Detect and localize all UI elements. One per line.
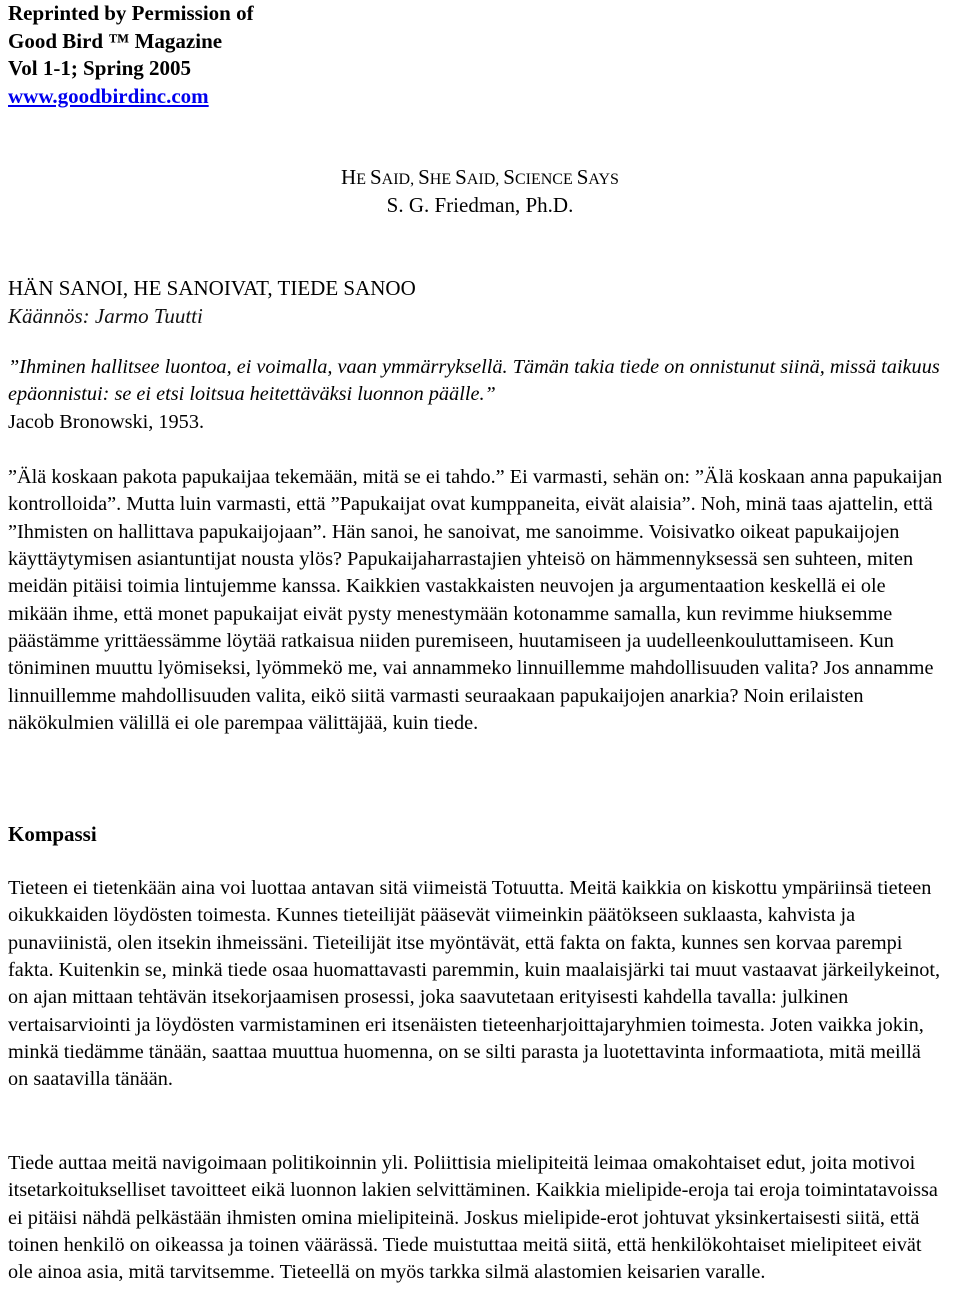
- author-line: S. G. Friedman, Ph.D.: [386, 193, 574, 217]
- title-letter: S: [369, 165, 382, 189]
- body-paragraph: Tiede auttaa meitä navigoimaan politikoinnin yli. Poliittisia mielipiteitä leimaa omakohtaiset edut, joita motivoi itsetarkoitukselliset tavoitteet eikä luonnon lakien selvittäminen. Kaikkia mielipide-eroja tai eroja toimintatavoissa ei pitäisi nähdä pelkästään ihmisten omina mielipiteinä. Joskus mielipide-erot johtuvat yksinkertaisesti siitä, että toinen henkilö on oikeassa ja toinen väärässä. Tiede muistuttaa meitä siitä, että henkilökohtaiset mielipiteet eivät ole ainoa asia, mitä tarvitsemme. Tieteellä on myös tarkka silmä alastomien keisarien varalle.: [8, 1152, 938, 1284]
- title-small: AID,: [381, 171, 419, 188]
- title-letter: S: [503, 165, 515, 189]
- magazine-line: Good Bird ™ Magazine: [8, 28, 223, 53]
- title-small: HE: [429, 171, 456, 188]
- title-small: CIENCE: [514, 171, 577, 188]
- title-small: AID,: [466, 171, 504, 188]
- intro-paragraph: ”Älä koskaan pakota papukaijaa tekemään, mitä se ei tahdo.” Ei varmasti, sehän on: ”Älä koskaan anna papukaijan kontrolloida”. Mutta luin varmasti, että ”Papukaijat ovat kumppaneita, eivät alaisia”. Noh, minä taas ajattelin, että ”Ihmisten on hallittava papukaijojaan”. Hän sanoi, he sanoivat, me sanoimme. Voisivatko oikeat papukaijojen käyttäytymisen asiantuntijat nousta ylös? Papukaijaharrastajien yhteisö on hämmennyksessä sen suhteen, miten meidän pitäisi toimia lintujemme kanssa. Kaikkien vastakkaisten neuvojen ja argumentaation keskellä ei ole mikään ihme, että monet papukaijat eivät pysty menestymään kotonamme samalla, kun revimme hiuksemme päästämme yrittäessämme löytää ratkaisua niiden puremiseen, huutamiseen ja uudelleenkouluttamiseen. Kun töniminen muuttu lyömiseksi, lyömmekö me, vai annammeko linnuillemme mahdollisuuden valita? Jos annamme linnuillemme mahdollisuuden valita, eikö siitä varmasti seuraakaan papukaijojen anarkia? Noin erilaisten näkökulmien välillä ei ole parempaa välittäjää, kuin tiede.: [8, 466, 943, 735]
- epigraph: [8, 354, 943, 436]
- title-letter: S: [576, 165, 589, 189]
- title-small: AYS: [588, 171, 619, 188]
- section-heading: Kompassi: [8, 822, 97, 846]
- website-link[interactable]: www.goodbirdinc.com: [8, 83, 209, 108]
- reprint-header: [8, 0, 254, 110]
- reprint-line: Reprinted by Permission of: [8, 1, 254, 25]
- title-small: E: [356, 171, 370, 188]
- volume-line: Vol 1-1; Spring 2005: [8, 56, 192, 80]
- epigraph-attribution: Jacob Bronowski, 1953.: [8, 410, 205, 433]
- translator-line: Käännös: Jarmo Tuutti: [8, 304, 203, 328]
- finnish-title: HÄN SANOI, HE SANOIVAT, TIEDE SANOO: [8, 276, 416, 300]
- english-title: [0, 163, 960, 194]
- title-letter: S: [418, 165, 430, 189]
- epigraph-quote: ”Ihminen hallitsee luontoa, ei voimalla, vaan ymmärryksellä. Tämän takia tiede on onnistunut siinä, missä taikuus epäonnistui: se ei etsi loitsua heitettäväksi luonnon päälle.”: [8, 356, 940, 406]
- body-paragraph: Tieteen ei tietenkään aina voi luottaa antavan sitä viimeistä Totuutta. Meitä kaikkia on kiskottu ympäriinsä tieteen oikukkaiden löydösten toimesta. Kunnes tieteilijät pääsevät viimeinkin päätökseen suklaasta, kahvista ja punaviinistä, olen itsekin ihmeissäni. Tieteilijät itse myöntävät, että fakta on fakta, kunnes sen korvaa parempi fakta. Kuitenkin se, minkä tiede osaa huomattavasti paremmin, kuin maalaisjärki tai muut vastaavat järkeilykeinot, on ajan mittaan tehtävän itsekorjaamisen prosessi, joka saavutetaan erityisesti kahdella tavalla: julkinen vertaisarviointi ja löydösten varmistaminen eri itsenäisten tieteenharjoittajaryhmien toimesta. Joten vaikka jokin, minkä tiedämme tänään, saattaa muuttua huomenna, on se silti parasta ja luotettavinta informaatiota, mitä meillä on saatavilla tänään.: [8, 877, 941, 1091]
- title-letter: S: [455, 165, 467, 189]
- title-letter: H: [341, 165, 357, 189]
